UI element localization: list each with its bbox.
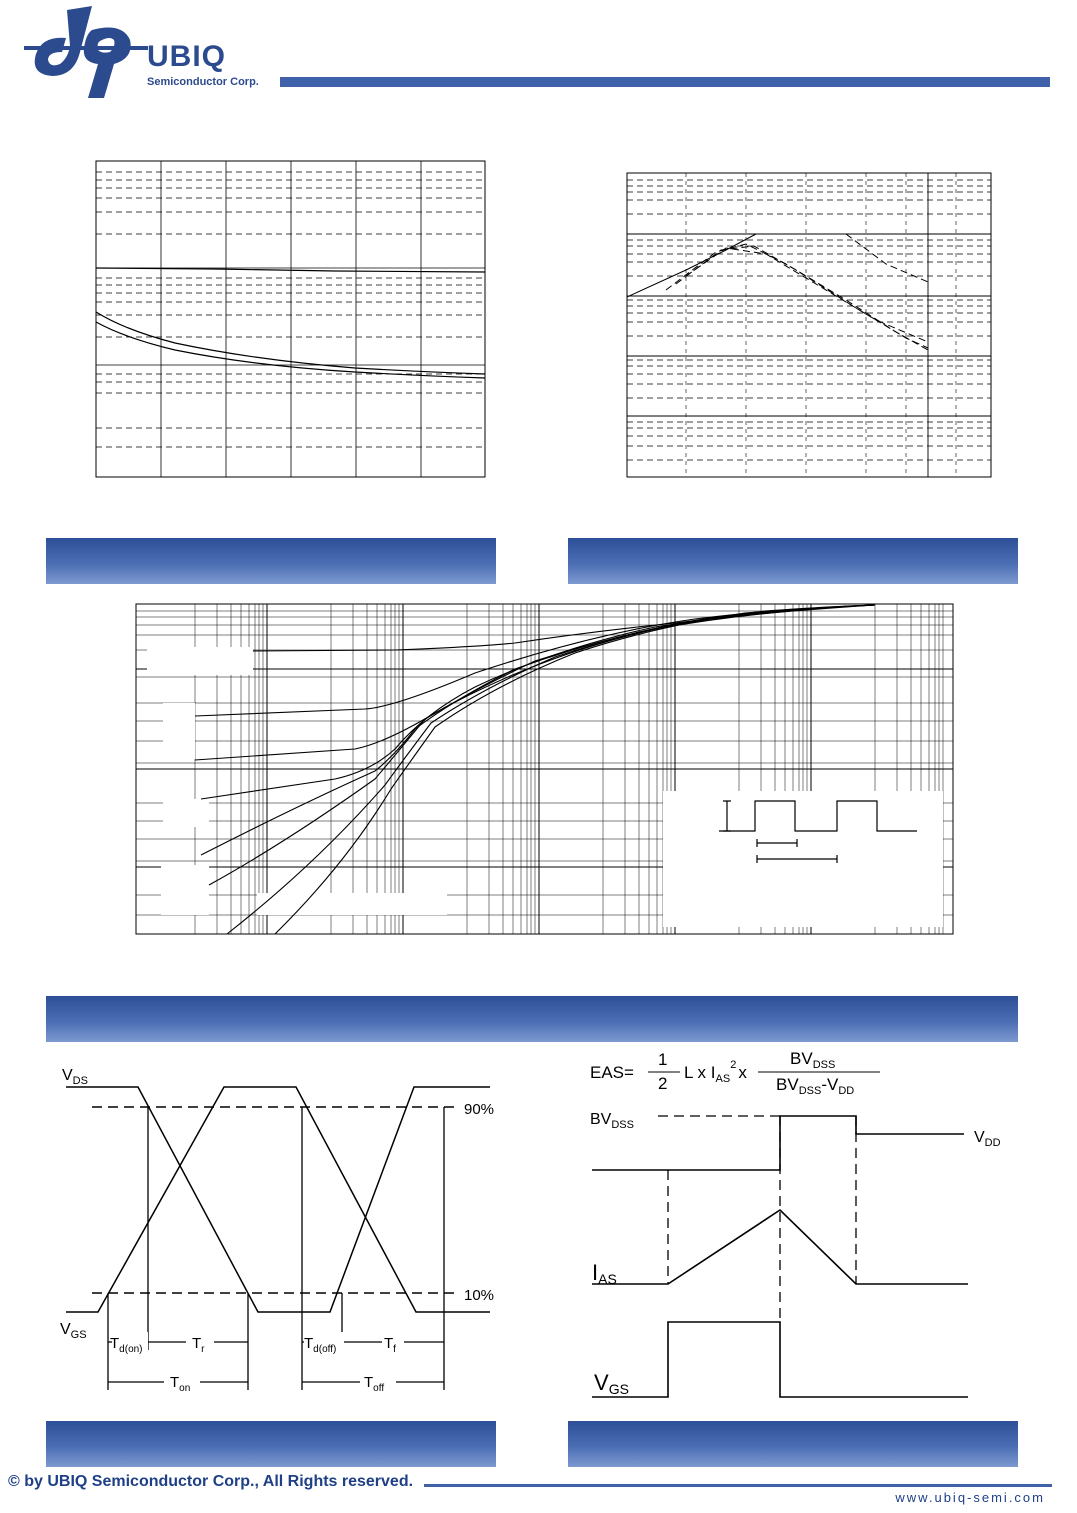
ubiq-logo-icon xyxy=(22,2,150,102)
footer-rule xyxy=(424,1484,1052,1487)
caption-banner-4 xyxy=(46,1421,496,1467)
level-90-label: 90% xyxy=(464,1101,495,1118)
caption-banner-5 xyxy=(568,1421,1018,1467)
chart-thermal-impedance xyxy=(135,603,955,935)
tf-label: $T_f$ xyxy=(384,1335,396,1355)
chart-top-left xyxy=(95,160,487,478)
half-denominator: 2 xyxy=(658,1074,668,1093)
footer-website[interactable]: www.ubiq-semi.com xyxy=(895,1490,1045,1505)
vgs-label-avalanche: VGS xyxy=(594,1370,629,1397)
vds-label: $V_{DS}$ xyxy=(62,1067,88,1087)
company-subtitle: Semiconductor Corp. xyxy=(147,76,259,88)
avalanche-waveform-diagram xyxy=(586,1040,1026,1410)
vdd-label: $V_{DD}$ xyxy=(974,1129,1001,1149)
caption-banner-2 xyxy=(568,538,1018,584)
formula-denominator: $BV_{DSS}-V_{DD}$ xyxy=(776,1075,855,1097)
formula-middle: L x $I_{AS}^2$ x xyxy=(684,1059,747,1085)
td-on-label: $T_{d(on)}$ xyxy=(110,1335,143,1355)
tr-label: $T_r$ xyxy=(192,1335,205,1355)
td-off-label: $T_{d(off)}$ xyxy=(304,1335,337,1355)
ton-label: $T_{on}$ xyxy=(170,1374,191,1394)
bvdss-label: $BV_{DSS}$ xyxy=(590,1111,634,1131)
caption-banner-1 xyxy=(46,538,496,584)
company-name: UBIQ xyxy=(147,40,226,73)
half-numerator: 1 xyxy=(658,1050,668,1069)
vgs-label: $V_{GS}$ xyxy=(60,1321,87,1341)
header-rule xyxy=(280,77,1050,87)
ias-label: IAS xyxy=(592,1260,617,1287)
formula-numerator: $BV_{DSS}$ xyxy=(790,1049,836,1071)
eas-label: EAS= xyxy=(590,1063,634,1082)
level-10-label: 10% xyxy=(464,1287,495,1304)
footer-copyright: © by UBIQ Semiconductor Corp., All Rights reserved. xyxy=(8,1473,414,1490)
caption-banner-3 xyxy=(46,996,1018,1042)
toff-label: $T_{off}$ xyxy=(364,1374,385,1394)
switching-waveform-diagram xyxy=(46,1050,516,1400)
chart-top-right xyxy=(626,172,993,478)
